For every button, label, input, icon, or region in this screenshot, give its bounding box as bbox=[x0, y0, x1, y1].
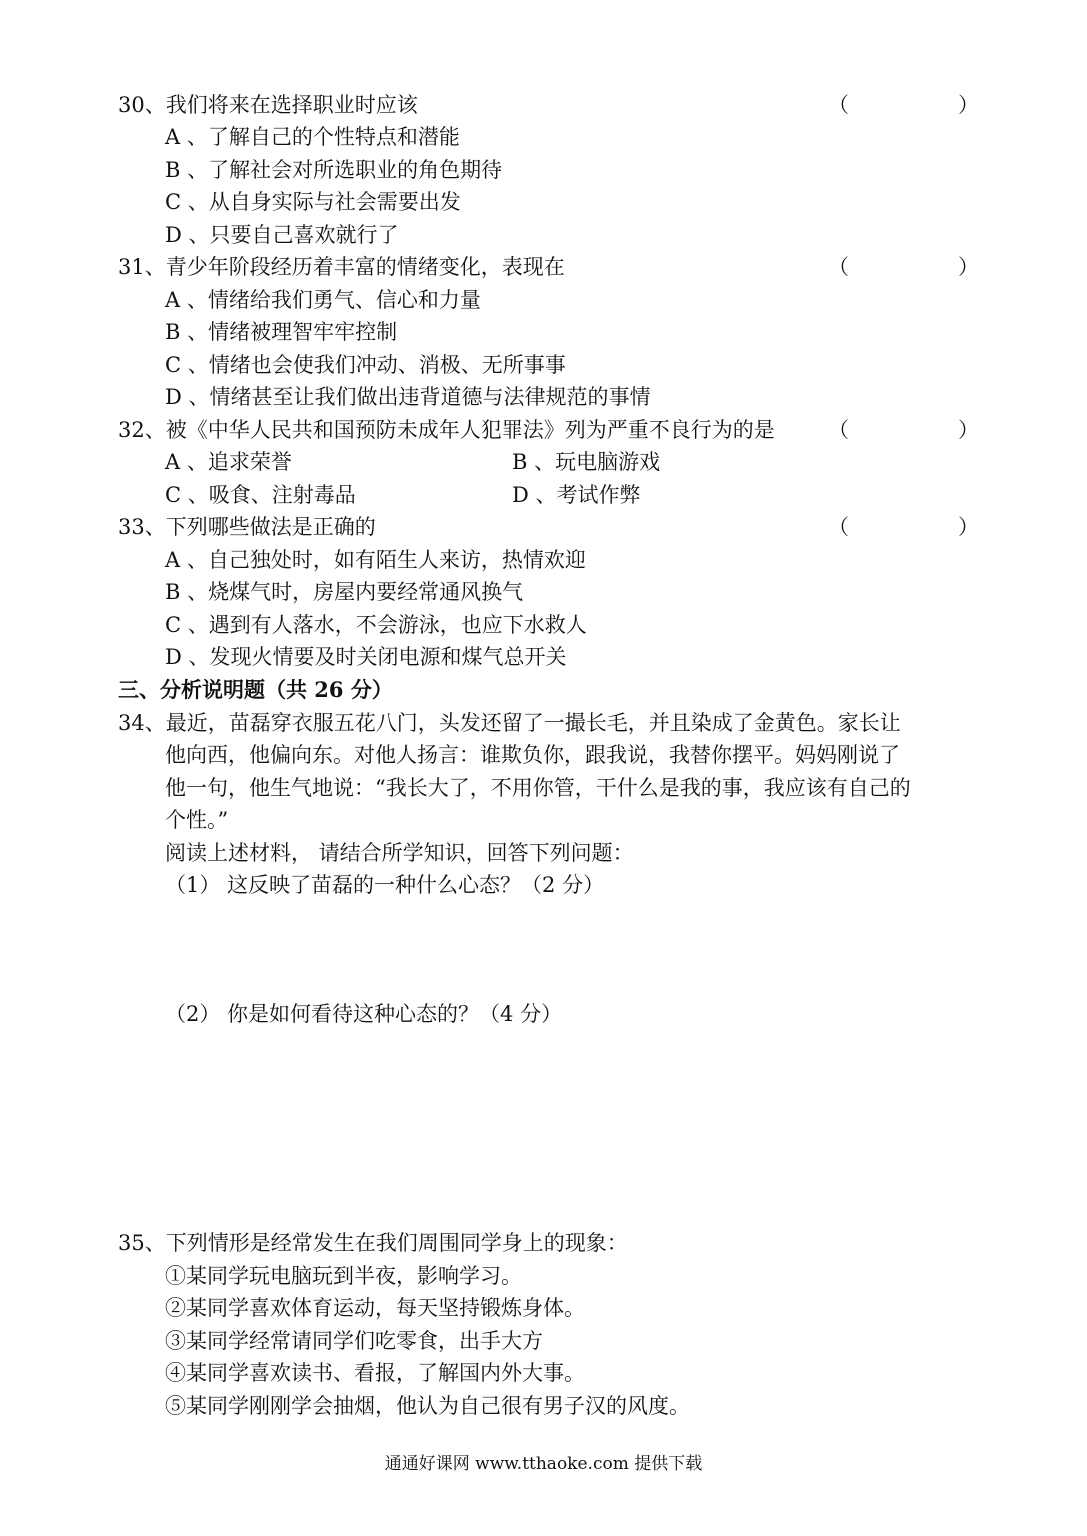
option-31-a: A 、情绪给我们勇气、信心和力量 bbox=[165, 288, 481, 312]
answer-paren-close: ） bbox=[958, 93, 979, 117]
question-30: 30、我们将来在选择职业时应该 bbox=[118, 93, 418, 117]
question-34-line-1: 34、最近，苗磊穿衣服五花八门，头发还留了一撮长毛，并且染成了金黄色。家长让 bbox=[118, 711, 901, 735]
option-32-b: B 、玩电脑游戏 bbox=[512, 450, 661, 474]
question-34-sub-2: （2） 你是如何看待这种心态的？（4 分） bbox=[165, 1002, 563, 1026]
option-33-b: B 、烧煤气时，房屋内要经常通风换气 bbox=[165, 580, 524, 604]
question-34-sub-1: （1） 这反映了苗磊的一种什么心态？（2 分） bbox=[165, 873, 605, 897]
option-31-d: D 、情绪甚至让我们做出违背道德与法律规范的事情 bbox=[165, 385, 651, 409]
option-32-c: C 、吸食、注射毒品 bbox=[165, 483, 356, 507]
question-34-line-4: 个性。” bbox=[165, 808, 229, 832]
answer-paren-open: （ bbox=[828, 93, 849, 117]
answer-paren-open: （ bbox=[828, 515, 849, 539]
question-33: 33、下列哪些做法是正确的 bbox=[118, 515, 376, 539]
option-30-d: D 、只要自己喜欢就行了 bbox=[165, 223, 399, 247]
option-30-c: C 、从自身实际与社会需要出发 bbox=[165, 190, 461, 214]
question-35-item-3: ③某同学经常请同学们吃零食，出手大方 bbox=[165, 1329, 543, 1353]
question-35-item-2: ②某同学喜欢体育运动，每天坚持锻炼身体。 bbox=[165, 1296, 585, 1320]
option-30-a: A 、了解自己的个性特点和潜能 bbox=[165, 125, 460, 149]
answer-paren-close: ） bbox=[958, 515, 979, 539]
question-34-instruction: 阅读上述材料， 请结合所学知识，回答下列问题： bbox=[165, 841, 634, 865]
question-31: 31、青少年阶段经历着丰富的情绪变化，表现在 bbox=[118, 255, 565, 279]
page-footer: 通通好课网 www.tthaoke.com 提供下载 bbox=[384, 1454, 703, 1474]
answer-paren-open: （ bbox=[828, 255, 849, 279]
option-32-d: D 、考试作弊 bbox=[512, 483, 641, 507]
answer-paren-close: ） bbox=[958, 255, 979, 279]
question-35: 35、下列情形是经常发生在我们周围同学身上的现象： bbox=[118, 1231, 628, 1255]
answer-paren-close: ） bbox=[958, 418, 979, 442]
option-33-c: C 、遇到有人落水，不会游泳，也应下水救人 bbox=[165, 613, 587, 637]
question-34-line-3: 他一句，他生气地说：“我长大了，不用你管，干什么是我的事，我应该有自己的 bbox=[165, 776, 911, 800]
question-35-item-5: ⑤某同学刚刚学会抽烟，他认为自己很有男子汉的风度。 bbox=[165, 1394, 690, 1418]
option-31-c: C 、情绪也会使我们冲动、消极、无所事事 bbox=[165, 353, 566, 377]
option-33-a: A 、自己独处时，如有陌生人来访，热情欢迎 bbox=[165, 548, 586, 572]
section-title: 三、分析说明题（共 26 分） bbox=[118, 677, 393, 702]
question-34-line-2: 他向西，他偏向东。对他人扬言：谁欺负你，跟我说，我替你摆平。妈妈刚说了 bbox=[165, 743, 900, 767]
option-30-b: B 、了解社会对所选职业的角色期待 bbox=[165, 158, 503, 182]
question-35-item-1: ①某同学玩电脑玩到半夜，影响学习。 bbox=[165, 1264, 522, 1288]
question-32: 32、被《中华人民共和国预防未成年人犯罪法》列为严重不良行为的是 bbox=[118, 418, 775, 442]
option-32-a: A 、追求荣誉 bbox=[165, 450, 292, 474]
question-35-item-4: ④某同学喜欢读书、看报，了解国内外大事。 bbox=[165, 1361, 585, 1385]
option-33-d: D 、发现火情要及时关闭电源和煤气总开关 bbox=[165, 645, 567, 669]
option-31-b: B 、情绪被理智牢牢控制 bbox=[165, 320, 398, 344]
answer-paren-open: （ bbox=[828, 418, 849, 442]
